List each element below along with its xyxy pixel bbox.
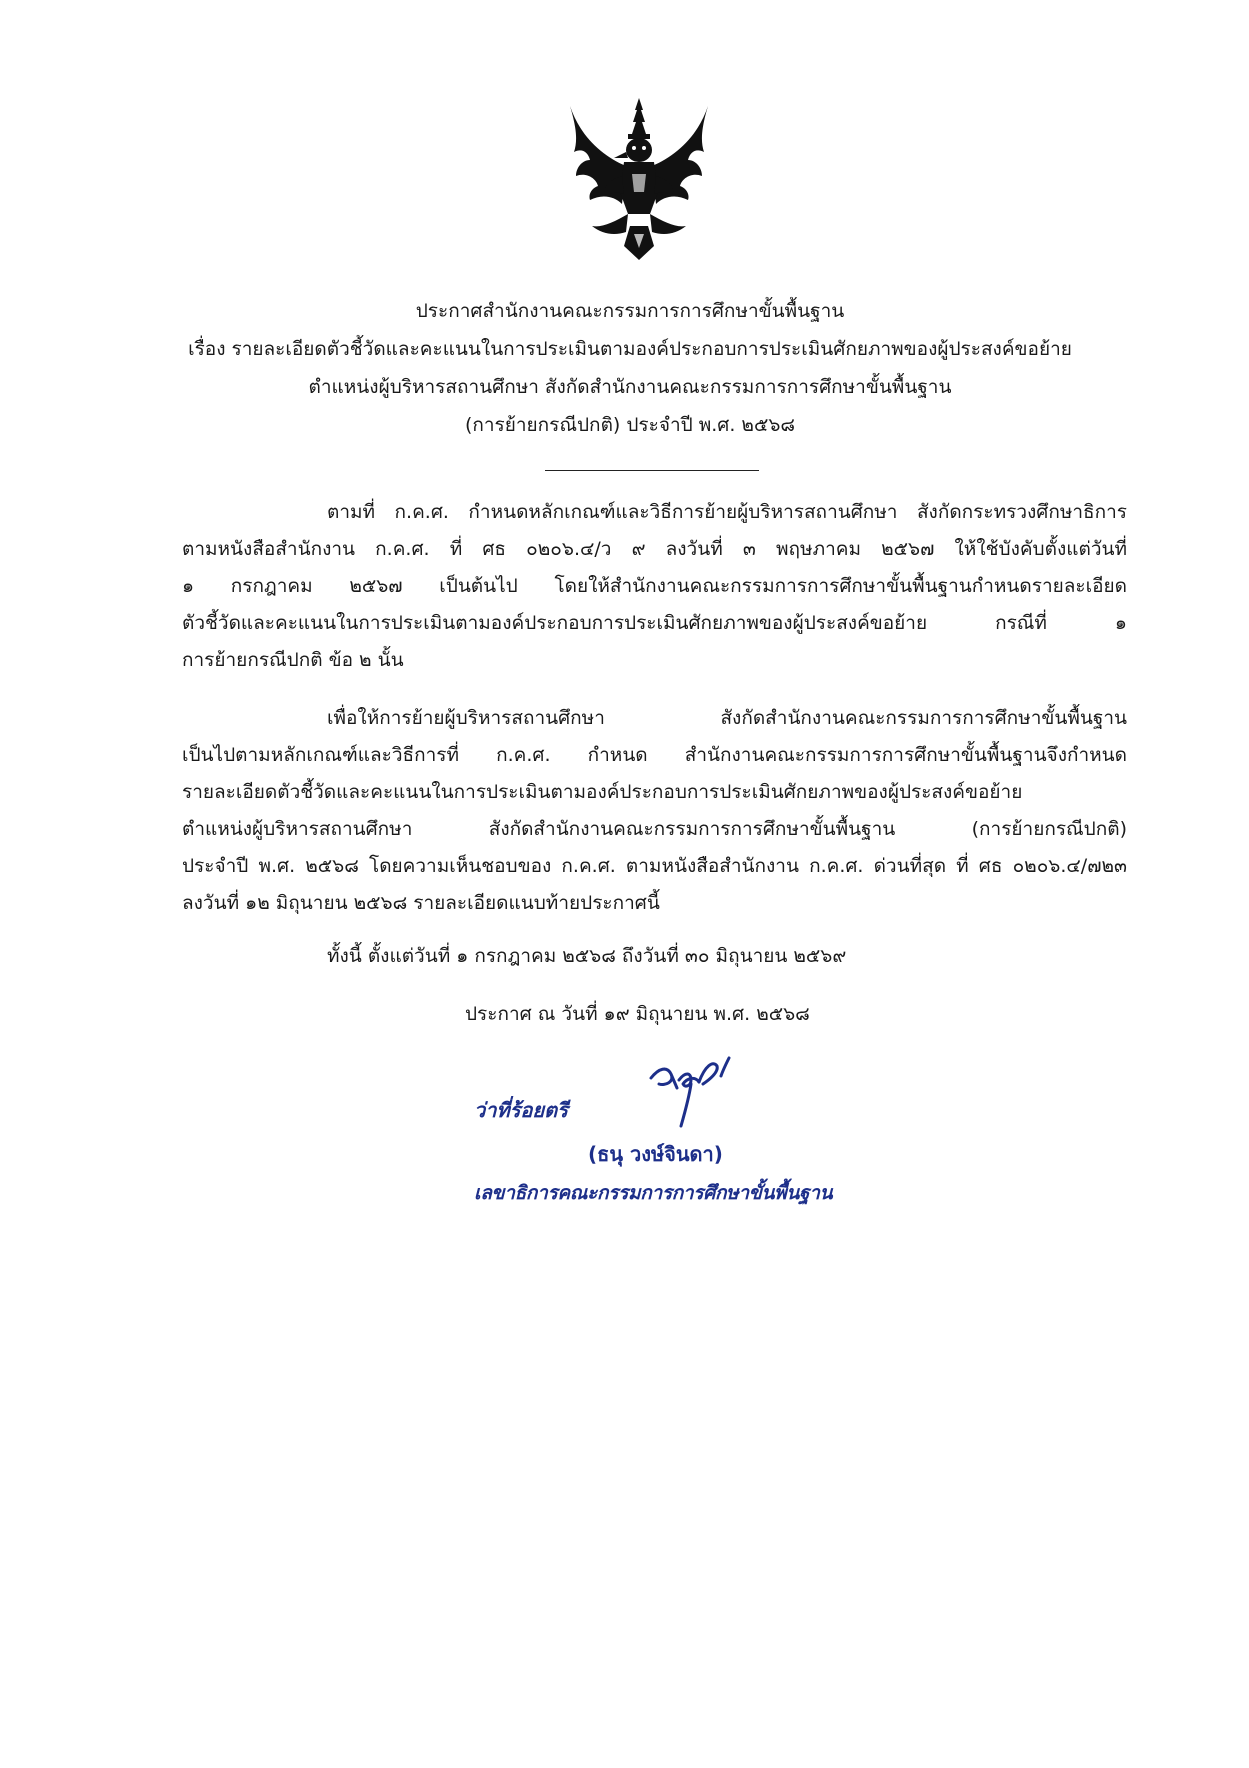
paragraph-preamble (182, 494, 1127, 679)
title-divider (545, 470, 759, 471)
paragraph-line: ตามที่ ก.ค.ศ. กำหนดหลักเกณฑ์และวิธีการย้ายผู้บริหารสถานศึกษา สังกัดกระทรวงศึกษาธิการ (327, 501, 1127, 523)
announcement-date: ประกาศ ณ วันที่ ๑๙ มิถุนายน พ.ศ. ๒๕๖๘ (465, 1003, 810, 1025)
garuda-emblem-icon (562, 96, 716, 262)
signer-rank: ว่าที่ร้อยตรี (474, 1098, 568, 1122)
paragraph-line: ตำแหน่งผู้บริหารสถานศึกษา สังกัดสำนักงานคณะกรรมการการศึกษาขั้นพื้นฐาน (การย้ายกรณีปกติ) (182, 818, 1127, 840)
paragraph-line: ตามหนังสือสำนักงาน ก.ค.ศ. ที่ ศธ ๐๒๐๖.๔/ว ๙ ลงวันที่ ๓ พฤษภาคม ๒๕๖๗ ให้ใช้บังคับตั้งแต่วันที่ (182, 538, 1127, 560)
subject-line: เรื่อง รายละเอียดตัวชี้วัดและคะแนนในการประเมินตามองค์ประกอบการประเมินศักยภาพของผู้ประสงค์ขอย้าย (188, 338, 1072, 360)
title-line: ประกาศสำนักงานคณะกรรมการการศึกษาขั้นพื้นฐาน (415, 300, 845, 322)
title-line: ตำแหน่งผู้บริหารสถานศึกษา สังกัดสำนักงานคณะกรรมการการศึกษาขั้นพื้นฐาน (308, 376, 952, 398)
paragraph-line: รายละเอียดตัวชี้วัดและคะแนนในการประเมินตามองค์ประกอบการประเมินศักยภาพของผู้ประสงค์ขอย้าย (182, 781, 1023, 803)
paragraph-purpose (182, 700, 1127, 922)
paragraph-line: เพื่อให้การย้ายผู้บริหารสถานศึกษา สังกัดสำนักงานคณะกรรมการการศึกษาขั้นพื้นฐาน (327, 707, 1127, 729)
effective-period: ทั้งนี้ ตั้งแต่วันที่ ๑ กรกฎาคม ๒๕๖๘ ถึงวันที่ ๓๐ มิถุนายน ๒๕๖๙ (327, 945, 847, 967)
paragraph-line: ลงวันที่ ๑๒ มิถุนายน ๒๕๖๘ รายละเอียดแนบท้ายประกาศนี้ (182, 892, 660, 914)
paragraph-line: ประจำปี พ.ศ. ๒๕๖๘ โดยความเห็นชอบของ ก.ค.ศ. ตามหนังสือสำนักงาน ก.ค.ศ. ด่วนที่สุด ที่ ศธ ๐๒๐๖.๔/๗๒๓ (182, 855, 1127, 877)
announcement-title (150, 292, 1110, 444)
title-line: (การย้ายกรณีปกติ) ประจำปี พ.ศ. ๒๕๖๘ (464, 414, 796, 436)
paragraph-line: การย้ายกรณีปกติ ข้อ ๒ นั้น (182, 649, 404, 671)
signer-position: เลขาธิการคณะกรรมการการศึกษาขั้นพื้นฐาน (474, 1182, 833, 1204)
handwritten-signature-icon (645, 1054, 755, 1134)
signer-name: (ธนุ วงษ์จินดา) (588, 1142, 723, 1166)
paragraph-line: ๑ กรกฎาคม ๒๕๖๗ เป็นต้นไป โดยให้สำนักงานคณะกรรมการการศึกษาขั้นพื้นฐานกำหนดรายละเอียด (182, 575, 1127, 597)
paragraph-line: ตัวชี้วัดและคะแนนในการประเมินตามองค์ประกอบการประเมินศักยภาพของผู้ประสงค์ขอย้าย กรณีที่ ๑ (182, 612, 1127, 634)
paragraph-line: เป็นไปตามหลักเกณฑ์และวิธีการที่ ก.ค.ศ. กำหนด สำนักงานคณะกรรมการการศึกษาขั้นพื้นฐานจึงกำหนด (182, 744, 1127, 766)
